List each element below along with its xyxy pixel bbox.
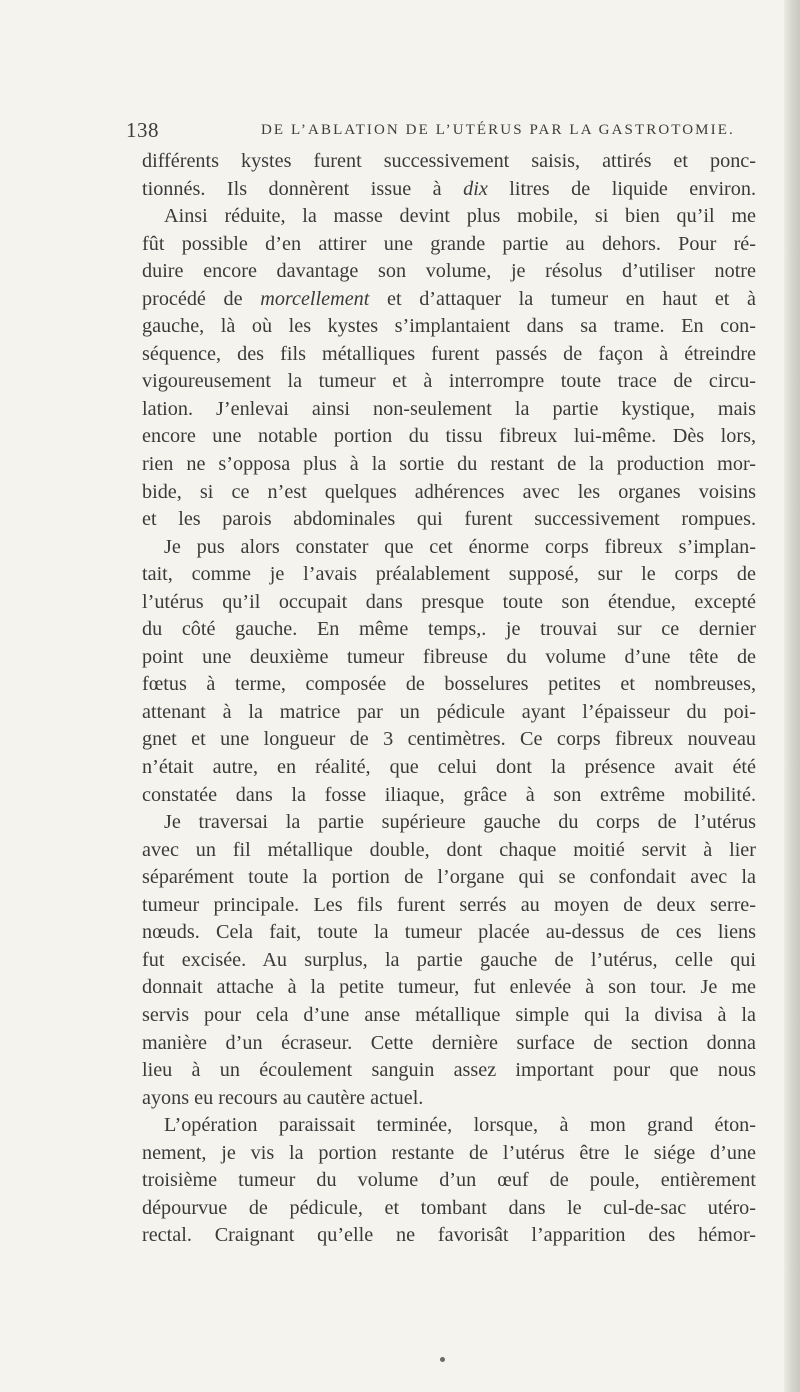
text-line — [142, 754, 756, 782]
text-line — [142, 671, 756, 699]
text-line — [142, 231, 756, 259]
text-segment: nœuds. Cela fait, toute la tumeur placée au-dessus de ces liens — [142, 921, 756, 944]
text-line — [142, 1002, 756, 1030]
text-segment: et les parois abdominales qui furent successivement rompues. — [142, 508, 756, 531]
text-line — [142, 919, 756, 947]
text-segment: rectal. Craignant qu’elle ne favorisât l’apparition des hémor- — [142, 1224, 756, 1247]
text-segment: bide, si ce n’est quelques adhérences avec les organes voisins — [142, 480, 756, 503]
text-line — [142, 451, 756, 479]
text-line — [142, 947, 756, 975]
text-line — [142, 1085, 756, 1113]
page-number: 138 — [126, 118, 159, 142]
text-segment: fut excisée. Au surplus, la partie gauche de l’utérus, celle qui — [142, 948, 756, 971]
text-line — [142, 726, 756, 754]
text-segment: tionnés. Ils donnèrent issue à — [142, 177, 464, 200]
text-segment: L’opération paraissait terminée, lorsque, à mon grand éton- — [164, 1114, 756, 1137]
text-line — [142, 809, 756, 837]
text-segment: troisième tumeur du volume d’un œuf de poule, entièrement — [142, 1169, 756, 1192]
text-segment: n’était autre, en réalité, que celui dont la présence avait été — [142, 756, 756, 779]
italic-term: morcellement — [260, 287, 370, 310]
text-line — [142, 616, 756, 644]
text-segment: séquence, des fils métalliques furent passés de façon à étreindre — [142, 342, 756, 365]
text-segment: vigoureusement la tumeur et à interrompre toute trace de circu- — [142, 370, 756, 393]
text-line — [142, 561, 756, 589]
text-segment: manière d’un écraseur. Cette dernière surface de section donna — [142, 1031, 756, 1054]
text-line — [142, 176, 756, 204]
text-segment: l’utérus qu’il occupait dans presque toute son étendue, excepté — [142, 590, 756, 613]
text-line — [142, 148, 756, 176]
text-line — [142, 479, 756, 507]
text-segment: gauche, là où les kystes s’implantaient dans sa trame. En con- — [142, 315, 756, 338]
text-segment: différents kystes furent successivement saisis, attirés et ponc- — [142, 150, 756, 172]
text-segment: point une deuxième tumeur fibreuse du volume d’une tête de — [142, 645, 756, 668]
text-segment: Je traversai la partie supérieure gauche du corps de l’utérus — [164, 811, 756, 834]
text-segment: Je pus alors constater que cet énorme corps fibreux s’implan- — [164, 535, 756, 558]
running-title: DE L’ABLATION DE L’UTÉRUS PAR LA GASTROTOMIE. — [261, 122, 735, 138]
text-line — [142, 644, 756, 672]
text-line — [142, 589, 756, 617]
text-line — [142, 864, 756, 892]
text-line — [142, 1195, 756, 1223]
text-line — [142, 506, 756, 534]
text-line — [142, 974, 756, 1002]
text-line — [142, 892, 756, 920]
text-segment: duire encore davantage son volume, je résolus d’utiliser notre — [142, 260, 756, 283]
text-segment: ayons eu recours au cautère actuel. — [142, 1086, 424, 1109]
text-segment: séparément toute la portion de l’organe qui se confondait avec la — [142, 866, 756, 889]
text-line — [142, 1222, 756, 1250]
text-segment: attenant à la matrice par un pédicule ayant l’épaisseur du poi- — [142, 700, 756, 723]
text-line — [142, 368, 756, 396]
italic-term: dix — [463, 177, 488, 200]
text-segment: rien ne s’opposa plus à la sortie du restant de la production mor- — [142, 453, 756, 476]
text-line — [142, 203, 756, 231]
text-segment: encore une notable portion du tissu fibreux lui-même. Dès lors, — [142, 425, 756, 448]
text-segment: lation. J’enlevai ainsi non-seulement la partie kystique, mais — [142, 397, 756, 420]
text-line — [142, 699, 756, 727]
text-line — [142, 286, 756, 314]
text-line — [142, 1030, 756, 1058]
running-head — [126, 118, 766, 148]
paper-speck — [440, 1357, 445, 1362]
text-segment: servis pour cela d’une anse métallique simple qui la divisa à la — [142, 1003, 756, 1026]
text-segment: avec un fil métallique double, dont chaque moitié servit à lier — [142, 838, 756, 861]
text-line — [142, 837, 756, 865]
text-segment: constatée dans la fosse iliaque, grâce à son extrême mobilité. — [142, 783, 756, 806]
text-line — [142, 782, 756, 810]
text-segment: du côté gauche. En même temps,. je trouvai sur ce dernier — [142, 618, 756, 641]
body-text — [142, 148, 756, 1250]
text-segment: procédé de — [142, 287, 261, 310]
text-segment: donnait attache à la petite tumeur, fut enlevée à son tour. Je me — [142, 976, 756, 999]
text-line — [142, 396, 756, 424]
text-line — [142, 534, 756, 562]
text-segment: nement, je vis la portion restante de l’utérus être le siége d’une — [142, 1141, 756, 1164]
text-segment: Ainsi réduite, la masse devint plus mobile, si bien qu’il me — [164, 205, 756, 228]
text-segment: gnet et une longueur de 3 centimètres. Ce corps fibreux nouveau — [142, 728, 756, 751]
text-segment: tumeur principale. Les fils furent serrés au moyen de deux serre- — [142, 893, 756, 916]
text-line — [142, 1167, 756, 1195]
text-segment: litres de liquide environ. — [487, 177, 757, 200]
text-segment: lieu à un écoulement sanguin assez important pour que nous — [142, 1059, 756, 1082]
page-edge-shadow — [784, 0, 800, 1392]
text-line — [142, 341, 756, 369]
text-line — [142, 1057, 756, 1085]
text-segment: fœtus à terme, composée de bosselures petites et nombreuses, — [142, 673, 756, 696]
text-segment: fût possible d’en attirer une grande partie au dehors. Pour ré- — [142, 232, 756, 255]
text-line — [142, 1140, 756, 1168]
text-line — [142, 313, 756, 341]
text-segment: et d’attaquer la tumeur en haut et à — [369, 287, 756, 310]
text-segment: tait, comme je l’avais préalablement supposé, sur le corps de — [142, 563, 756, 586]
text-line — [142, 1112, 756, 1140]
text-segment: dépourvue de pédicule, et tombant dans le cul-de-sac utéro- — [142, 1196, 756, 1219]
text-line — [142, 258, 756, 286]
text-line — [142, 423, 756, 451]
